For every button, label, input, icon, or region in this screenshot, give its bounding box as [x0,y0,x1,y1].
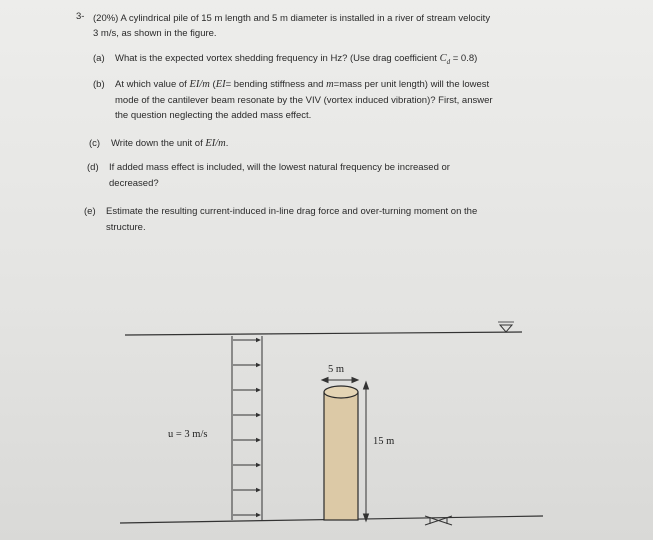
velocity-label: u = 3 m/s [168,429,208,440]
part-e-line-1: Estimate the resulting current-induced in-line drag force and over-turning moment on the [106,206,478,217]
part-c-pre: Write down the unit of [111,138,206,149]
velocity-arrows [233,338,261,517]
length-label: 15 m [373,436,395,447]
velocity-arrow-head [256,438,261,442]
velocity-arrow-head [256,363,261,367]
part-a-label: (a) [93,53,105,64]
part-c-post: . [225,138,229,149]
question-number: 3- [76,11,85,22]
part-c-ei-over-m: EI/m [205,138,226,149]
part-b-line-2: mode of the cantilever beam resonate by the VIV (vortex induced vibration)? First, answer [115,94,493,106]
part-b-line-3: the question neglecting the added mass effect. [115,110,312,121]
diameter-label: 5 m [328,364,345,375]
part-e-line-2: structure. [106,221,146,233]
drag-coefficient-subscript: d [446,57,451,66]
part-b-m: m [326,79,334,90]
diameter-dimension-arrow [322,378,358,383]
part-b-s3: = bending stiffness and [225,79,327,90]
intro-line-1: (20%) A cylindrical pile of 15 m length and 5 m diameter is installed in a river of stream velocity [93,13,491,24]
velocity-arrow-head [256,513,261,517]
drag-coefficient-symbol: C [439,53,447,64]
free-surface-symbol [498,322,514,332]
part-a-text-pre: What is the expected vortex shedding frequency in Hz? (Use drag coefficient [115,53,440,64]
part-d-label: (d) [87,162,99,173]
part-b-s4: =mass per unit length) will the lowest [333,79,490,90]
velocity-arrow-head [256,413,261,417]
intro-line-2: 3 m/s, as shown in the figure. [93,28,217,39]
part-d-line-1: If added mass effect is included, will the lowest natural frequency be increased or [109,162,450,173]
length-dimension-arrow [364,382,369,521]
velocity-arrow-head [256,463,261,467]
part-c-label: (c) [89,138,101,149]
velocity-arrow-head [256,488,261,492]
part-d-line-2: decreased? [109,177,159,189]
part-b-ei: EI [215,79,226,90]
water-surface-line [125,332,522,335]
cylindrical-pile [324,386,358,520]
part-b-ei-over-m: EI/m [189,79,210,90]
velocity-arrow-head [256,338,261,342]
part-b-s1: At which value of [115,79,190,90]
part-b-s2: ( [209,79,216,90]
part-a-text-post: = 0.8) [450,53,478,64]
part-e-label: (e) [84,206,96,217]
part-b-label: (b) [93,79,105,90]
velocity-arrow-head [256,388,261,392]
